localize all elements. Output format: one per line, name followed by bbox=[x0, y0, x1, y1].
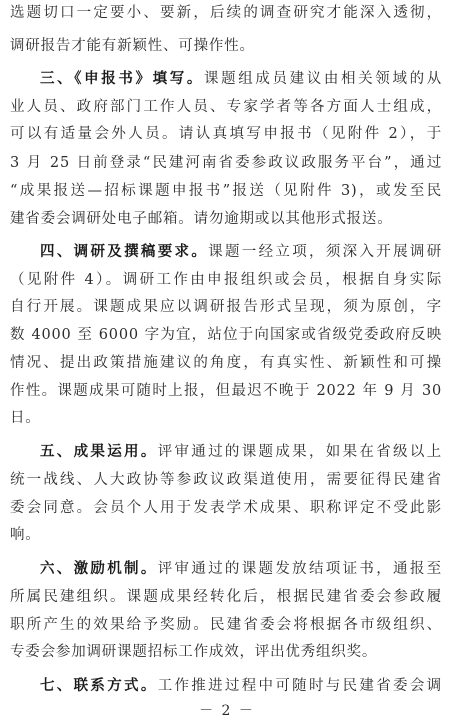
paragraph-text: 响。 bbox=[10, 527, 41, 543]
paragraph-text: 业人员、政府部门工作人员、专家学者等各方面人士组成， bbox=[10, 99, 442, 115]
section-heading: 四、调研及撰稿要求。 bbox=[40, 243, 209, 260]
paragraph-text: 3 月 25 日前登录“民建河南省委参政议政服务平台”，通过 bbox=[10, 155, 442, 171]
text-line bbox=[10, 298, 442, 316]
text-line bbox=[10, 409, 442, 427]
text-line bbox=[10, 125, 442, 143]
paragraph-text: 选题切口一定要小、要新，后续的调查研究才能深入透彻， bbox=[10, 5, 442, 21]
text-line bbox=[10, 382, 442, 400]
paragraph-text: 职所产生的效果给予奖励。民建省委会将根据各市级组织、 bbox=[10, 617, 442, 633]
paragraph-text: 情况、提出政策措施建议的角度，有真实性、新颖性和可操 bbox=[10, 355, 442, 371]
text-line bbox=[10, 182, 442, 200]
text-line bbox=[10, 526, 442, 544]
text-line bbox=[40, 560, 442, 578]
text-line bbox=[10, 499, 442, 517]
paragraph-text: 调研报告才能有新颖性、可操作性。 bbox=[10, 38, 255, 54]
text-line bbox=[10, 37, 442, 55]
text-line bbox=[10, 588, 442, 606]
text-line bbox=[40, 70, 442, 88]
paragraph-text: 统一战线、人大政协等参政议政渠道使用，需要征得民建省 bbox=[10, 472, 442, 488]
section-heading: 三、《申报书》填写。 bbox=[40, 70, 205, 87]
text-line bbox=[10, 210, 442, 228]
paragraph-text: 日。 bbox=[10, 410, 41, 426]
text-line bbox=[10, 326, 442, 344]
paragraph-text: “成果报送—招标课题申报书”报送（见附件 3)，或发至民 bbox=[10, 183, 442, 199]
section-heading: 五、成果运用。 bbox=[40, 443, 158, 460]
text-line bbox=[10, 616, 442, 634]
text-line bbox=[10, 4, 442, 22]
section-heading: 七、联系方式。 bbox=[40, 677, 158, 694]
paragraph-text: 委会同意。会员个人用于发表学术成果、职称评定不受此影 bbox=[10, 500, 442, 516]
paragraph-text: 数 4000 至 6000 字为宜，站位于向国家或省级党委政府反映 bbox=[10, 327, 442, 343]
text-line bbox=[10, 154, 442, 172]
paragraph-text: 专委会参加调研课题招标工作成效，评出优秀组织奖。 bbox=[10, 644, 378, 660]
section-heading: 六、激励机制。 bbox=[40, 560, 158, 577]
paragraph-text: 自行开展。课题成果应以调研报告形式呈现，须为原创，字 bbox=[10, 299, 442, 315]
paragraph-text: 作性。课题成果可随时上报，但最迟不晚于 2022 年 9 月 30 bbox=[10, 383, 442, 399]
text-line bbox=[10, 643, 442, 661]
paragraph-text: 课题组成员建议由相关领域的从 bbox=[204, 71, 442, 87]
text-line bbox=[10, 98, 442, 116]
paragraph-text: 课题一经立项，须深入开展调研 bbox=[208, 244, 443, 260]
paragraph-text: 工作推进过程中可随时与民建省委会调 bbox=[157, 678, 442, 694]
paragraph-text: 所属民建组织。课题成果经转化后，根据民建省委会参政履 bbox=[10, 589, 442, 605]
paragraph-text: 建省委会调研处电子邮箱。请勿逾期或以其他形式报送。 bbox=[10, 211, 393, 227]
paragraph-text: 评审通过的课题发放结项证书，通报至 bbox=[157, 561, 442, 577]
paragraph-text: 评审通过的课题成果，如果在省级以上 bbox=[157, 444, 442, 460]
text-line bbox=[10, 471, 442, 489]
text-line bbox=[10, 271, 442, 289]
text-line bbox=[40, 443, 442, 461]
text-line bbox=[40, 677, 442, 695]
text-line bbox=[40, 243, 442, 261]
paragraph-text: 可以有适量会外人员。请认真填写申报书（见附件 2），于 bbox=[10, 126, 442, 142]
page-number: － 2 － bbox=[199, 703, 255, 719]
paragraph-text: （见附件 4）。调研工作由申报组织或会员，根据自身实际 bbox=[10, 272, 442, 288]
text-line bbox=[10, 354, 442, 372]
